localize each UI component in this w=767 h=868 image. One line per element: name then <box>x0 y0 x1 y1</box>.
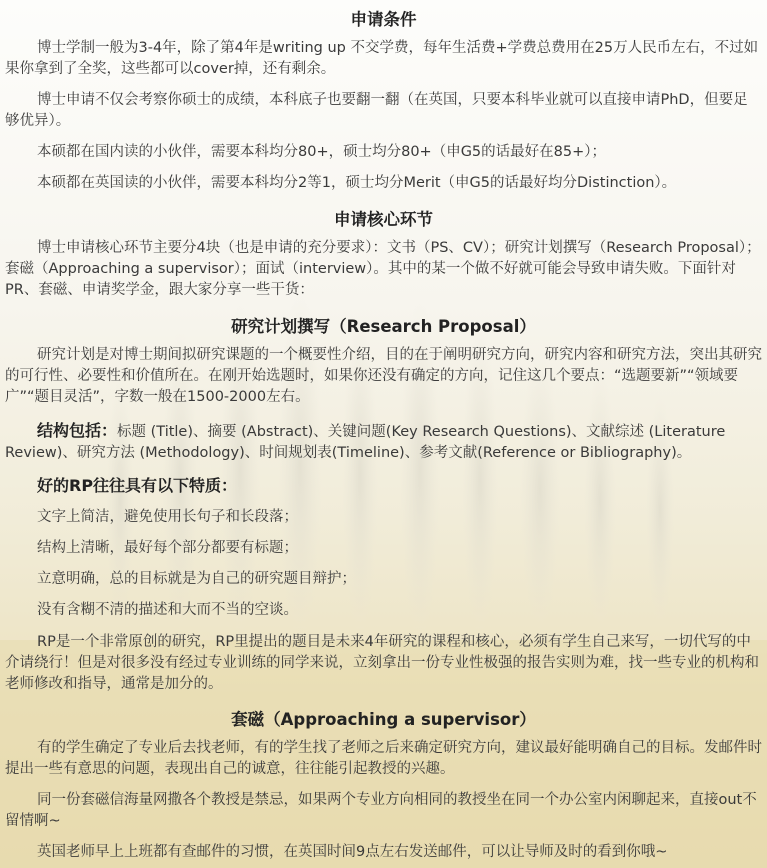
quality-item: 没有含糊不清的描述和大而不当的空谈。 <box>37 602 298 618</box>
paragraph-duration-cost: 博士学制一般为3-4年，除了第4年是writing up 不交学费，每年生活费+学费总费用在25万人民币左右，不过如果你拿到了全奖，这些都可以cover掉，还有剩余。 <box>5 40 759 77</box>
paragraph-domestic-requirement: 本硕都在国内读的小伙伴，需要本科均分80+，硕士均分80+（申G5的话最好在85+）； <box>37 144 607 160</box>
heading-approaching-supervisor: 套磁（Approaching a supervisor） <box>231 710 536 729</box>
structure-text: 标题 (Title)、摘要 (Abstract)、关键问题(Key Research Questions)、文献综述 (Literature Review)、研究方法 (Methodology)、时间规划表(Timeline)、参考文献(Reference or Bibliography)。 <box>5 424 726 461</box>
paragraph-approach-1: 有的学生确定了专业后去找老师，有的学生找了老师之后来确定研究方向，建议最好能明确自己的目标。发邮件时提出一些有意思的问题，表现出自己的诚意，往往能引起教授的兴趣。 <box>5 740 762 777</box>
paragraph-approach-2: 同一份套磁信海量网撒各个教授是禁忌，如果两个专业方向相同的教授坐在同一个办公室内闲聊起来，直接out不留情啊~ <box>5 792 757 829</box>
paragraph-grades: 博士申请不仅会考察你硕士的成绩，本科底子也要翻一翻（在英国，只要本科毕业就可以直接申请PhD，但要足够优异）。 <box>5 92 748 129</box>
heading-rp-qualities: 好的RP往往具有以下特质： <box>37 476 238 495</box>
quality-item: 结构上清晰，最好每个部分都要有标题； <box>37 540 298 556</box>
paragraph-rp-originality: RP是一个非常原创的研究，RP里提出的题目是未来4年研究的课程和核心，必须有学生自己来写，一切代写的中介请绕行！但是对很多没有经过专业训练的同学来说，立刻拿出一份专业性极强的报告实则为难，找一些专业的机构和老师修改和指导，通常是加分的。 <box>5 634 759 692</box>
heading-conditions: 申请条件 <box>350 10 417 29</box>
paragraph-rp-structure <box>5 420 762 464</box>
quality-item: 文字上简洁，避免使用长句子和长段落； <box>37 509 298 525</box>
quality-item: 立意明确，总的目标就是为自己的研究题目辩护； <box>37 571 356 587</box>
paragraph-approach-3: 英国老师早上上班都有查邮件的习惯，在英国时间9点左右发送邮件，可以让导师及时的看到你哦~ <box>37 844 668 860</box>
paragraph-rp-intro: 研究计划是对博士期间拟研究课题的一个概要性介绍，目的在于阐明研究方向，研究内容和研究方法，突出其研究的可行性、必要性和价值所在。在刚开始选题时，如果你还没有确定的方向，记住这几个要点：“选题要新”“领域要广”“题目灵活”，字数一般在1500-2000左右。 <box>5 347 762 405</box>
paragraph-uk-requirement: 本硕都在英国读的小伙伴，需要本科均分2等1，硕士均分Merit（申G5的话最好均分Distinction）。 <box>37 175 677 191</box>
heading-research-proposal: 研究计划撰写（Research Proposal） <box>231 317 536 336</box>
paragraph-core: 博士申请核心环节主要分4块（也是申请的充分要求）：文书（PS、CV）；研究计划撰写（Research Proposal）；套磁（Approaching a supervisor）；面试（interview）。其中的某一个做不好就可能会导致申请失败。下面针对PR、套磁、申请奖学金，跟大家分享一些干货： <box>5 240 761 298</box>
structure-lead: 结构包括： <box>37 421 118 440</box>
heading-core: 申请核心环节 <box>334 210 433 229</box>
